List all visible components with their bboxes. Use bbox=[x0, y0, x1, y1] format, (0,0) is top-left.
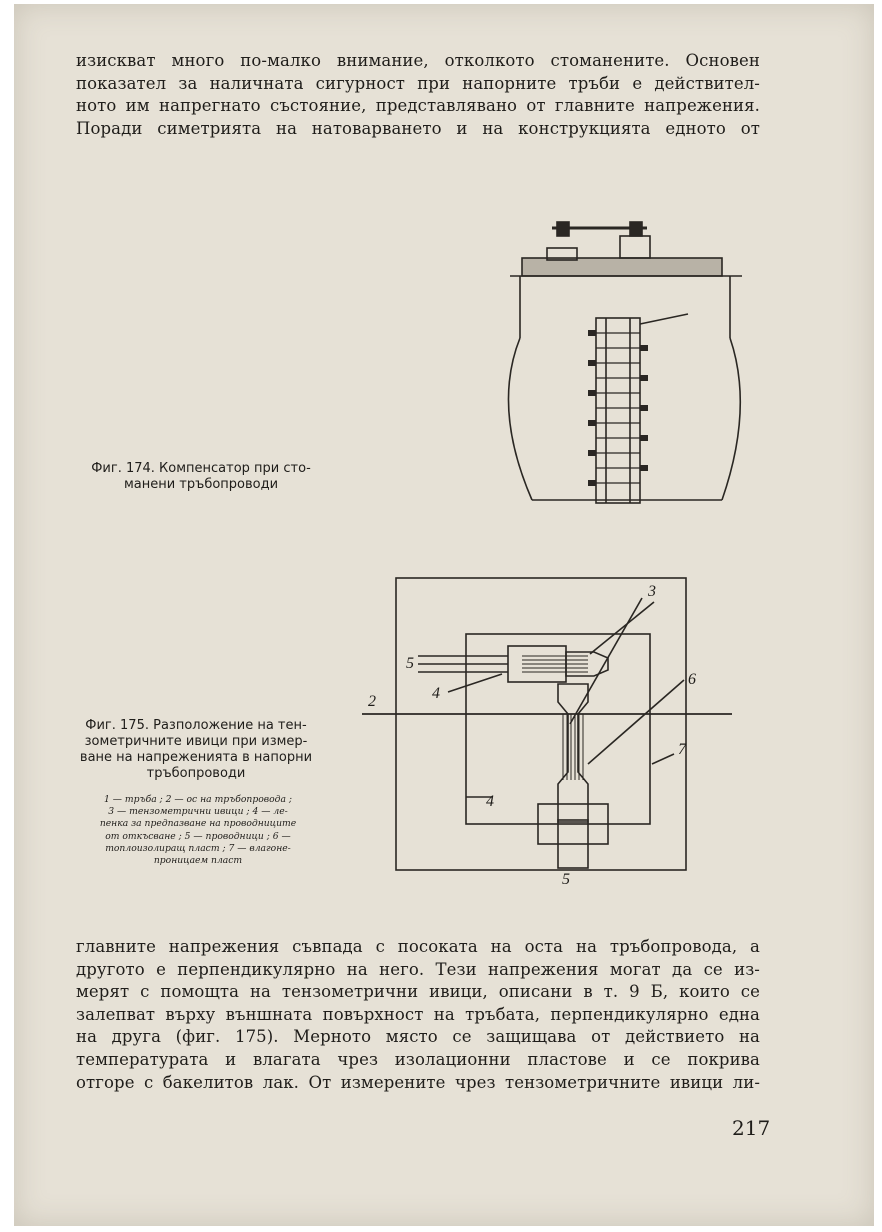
caption-line: Фиг. 175. Разположение на тен- bbox=[85, 718, 307, 733]
paragraph-top bbox=[76, 50, 760, 140]
figure-174-caption bbox=[72, 461, 330, 493]
label-2: 2 bbox=[368, 693, 376, 710]
figure-174-compensator-drawing bbox=[502, 218, 762, 518]
caption-line: ване на напреженията в напорни bbox=[79, 750, 313, 765]
legend-line: проницаем пласт bbox=[153, 855, 243, 867]
text-line: главните напрежения съвпада с посоката на оста на тръбопровода, а bbox=[76, 937, 760, 956]
caption-line: манени тръбопроводи bbox=[123, 477, 279, 492]
legend-line: топлоизолиращ пласт ; 7 — влагоне- bbox=[105, 842, 291, 854]
figure-175-legend bbox=[66, 794, 330, 867]
text-line: температурата и влагата чрез изолационни пластове и се покрива bbox=[76, 1049, 760, 1069]
label-4-top: 4 bbox=[432, 685, 440, 702]
page-number: 217 bbox=[732, 1116, 771, 1140]
figure-175-caption bbox=[66, 718, 326, 782]
text-line: Поради симетрията на натоварването и на конструкцията едното от bbox=[76, 118, 760, 138]
caption-line: зометричните ивици при измер- bbox=[84, 734, 308, 749]
legend-line: от откъсване ; 5 — проводници ; 6 — bbox=[105, 830, 291, 842]
caption-line: тръбопроводи bbox=[146, 766, 246, 781]
label-4-bottom: 4 bbox=[486, 793, 494, 810]
text-line: другото е перпендикулярно на него. Тези напрежения могат да се из- bbox=[76, 959, 760, 979]
label-5-left: 5 bbox=[406, 655, 414, 672]
book-page bbox=[14, 4, 874, 1226]
paragraph-bottom bbox=[76, 936, 760, 1094]
text-line: ното им напрегнато състояние, представлявано от главните напрежения. bbox=[76, 96, 760, 116]
label-5-bottom: 5 bbox=[562, 871, 570, 888]
text-line: мерят с помощта на тензометрични ивици, описани в т. 9 Б, които се bbox=[76, 982, 760, 1002]
text-line: изискват много по-малко внимание, отколкото стоманените. Основен bbox=[76, 51, 760, 70]
legend-line: 3 — тензометрични ивици ; 4 — ле- bbox=[108, 806, 288, 818]
text-line: залепват върху външната повърхност на тръбата, перпендикулярно една bbox=[76, 1004, 760, 1024]
text-line: отгоре с бакелитов лак. От измерените чрез тензометричните ивици ли- bbox=[76, 1072, 760, 1092]
label-6: 6 bbox=[688, 671, 696, 688]
legend-line: 1 — тръба ; 2 — ос на тръбопровода ; bbox=[104, 794, 292, 805]
caption-line: Фиг. 174. Компенсатор при сто- bbox=[91, 461, 311, 476]
text-line: на друга (фиг. 175). Мерното място се защищава от действието на bbox=[76, 1027, 760, 1047]
legend-line: пенка за предпазване на проводниците bbox=[99, 818, 297, 830]
label-3: 3 bbox=[648, 583, 656, 600]
label-7: 7 bbox=[678, 741, 686, 758]
text-line: показател за наличната сигурност при напорните тръби е действител- bbox=[76, 73, 760, 93]
figure-175-strain-gauge-drawing bbox=[362, 574, 742, 888]
